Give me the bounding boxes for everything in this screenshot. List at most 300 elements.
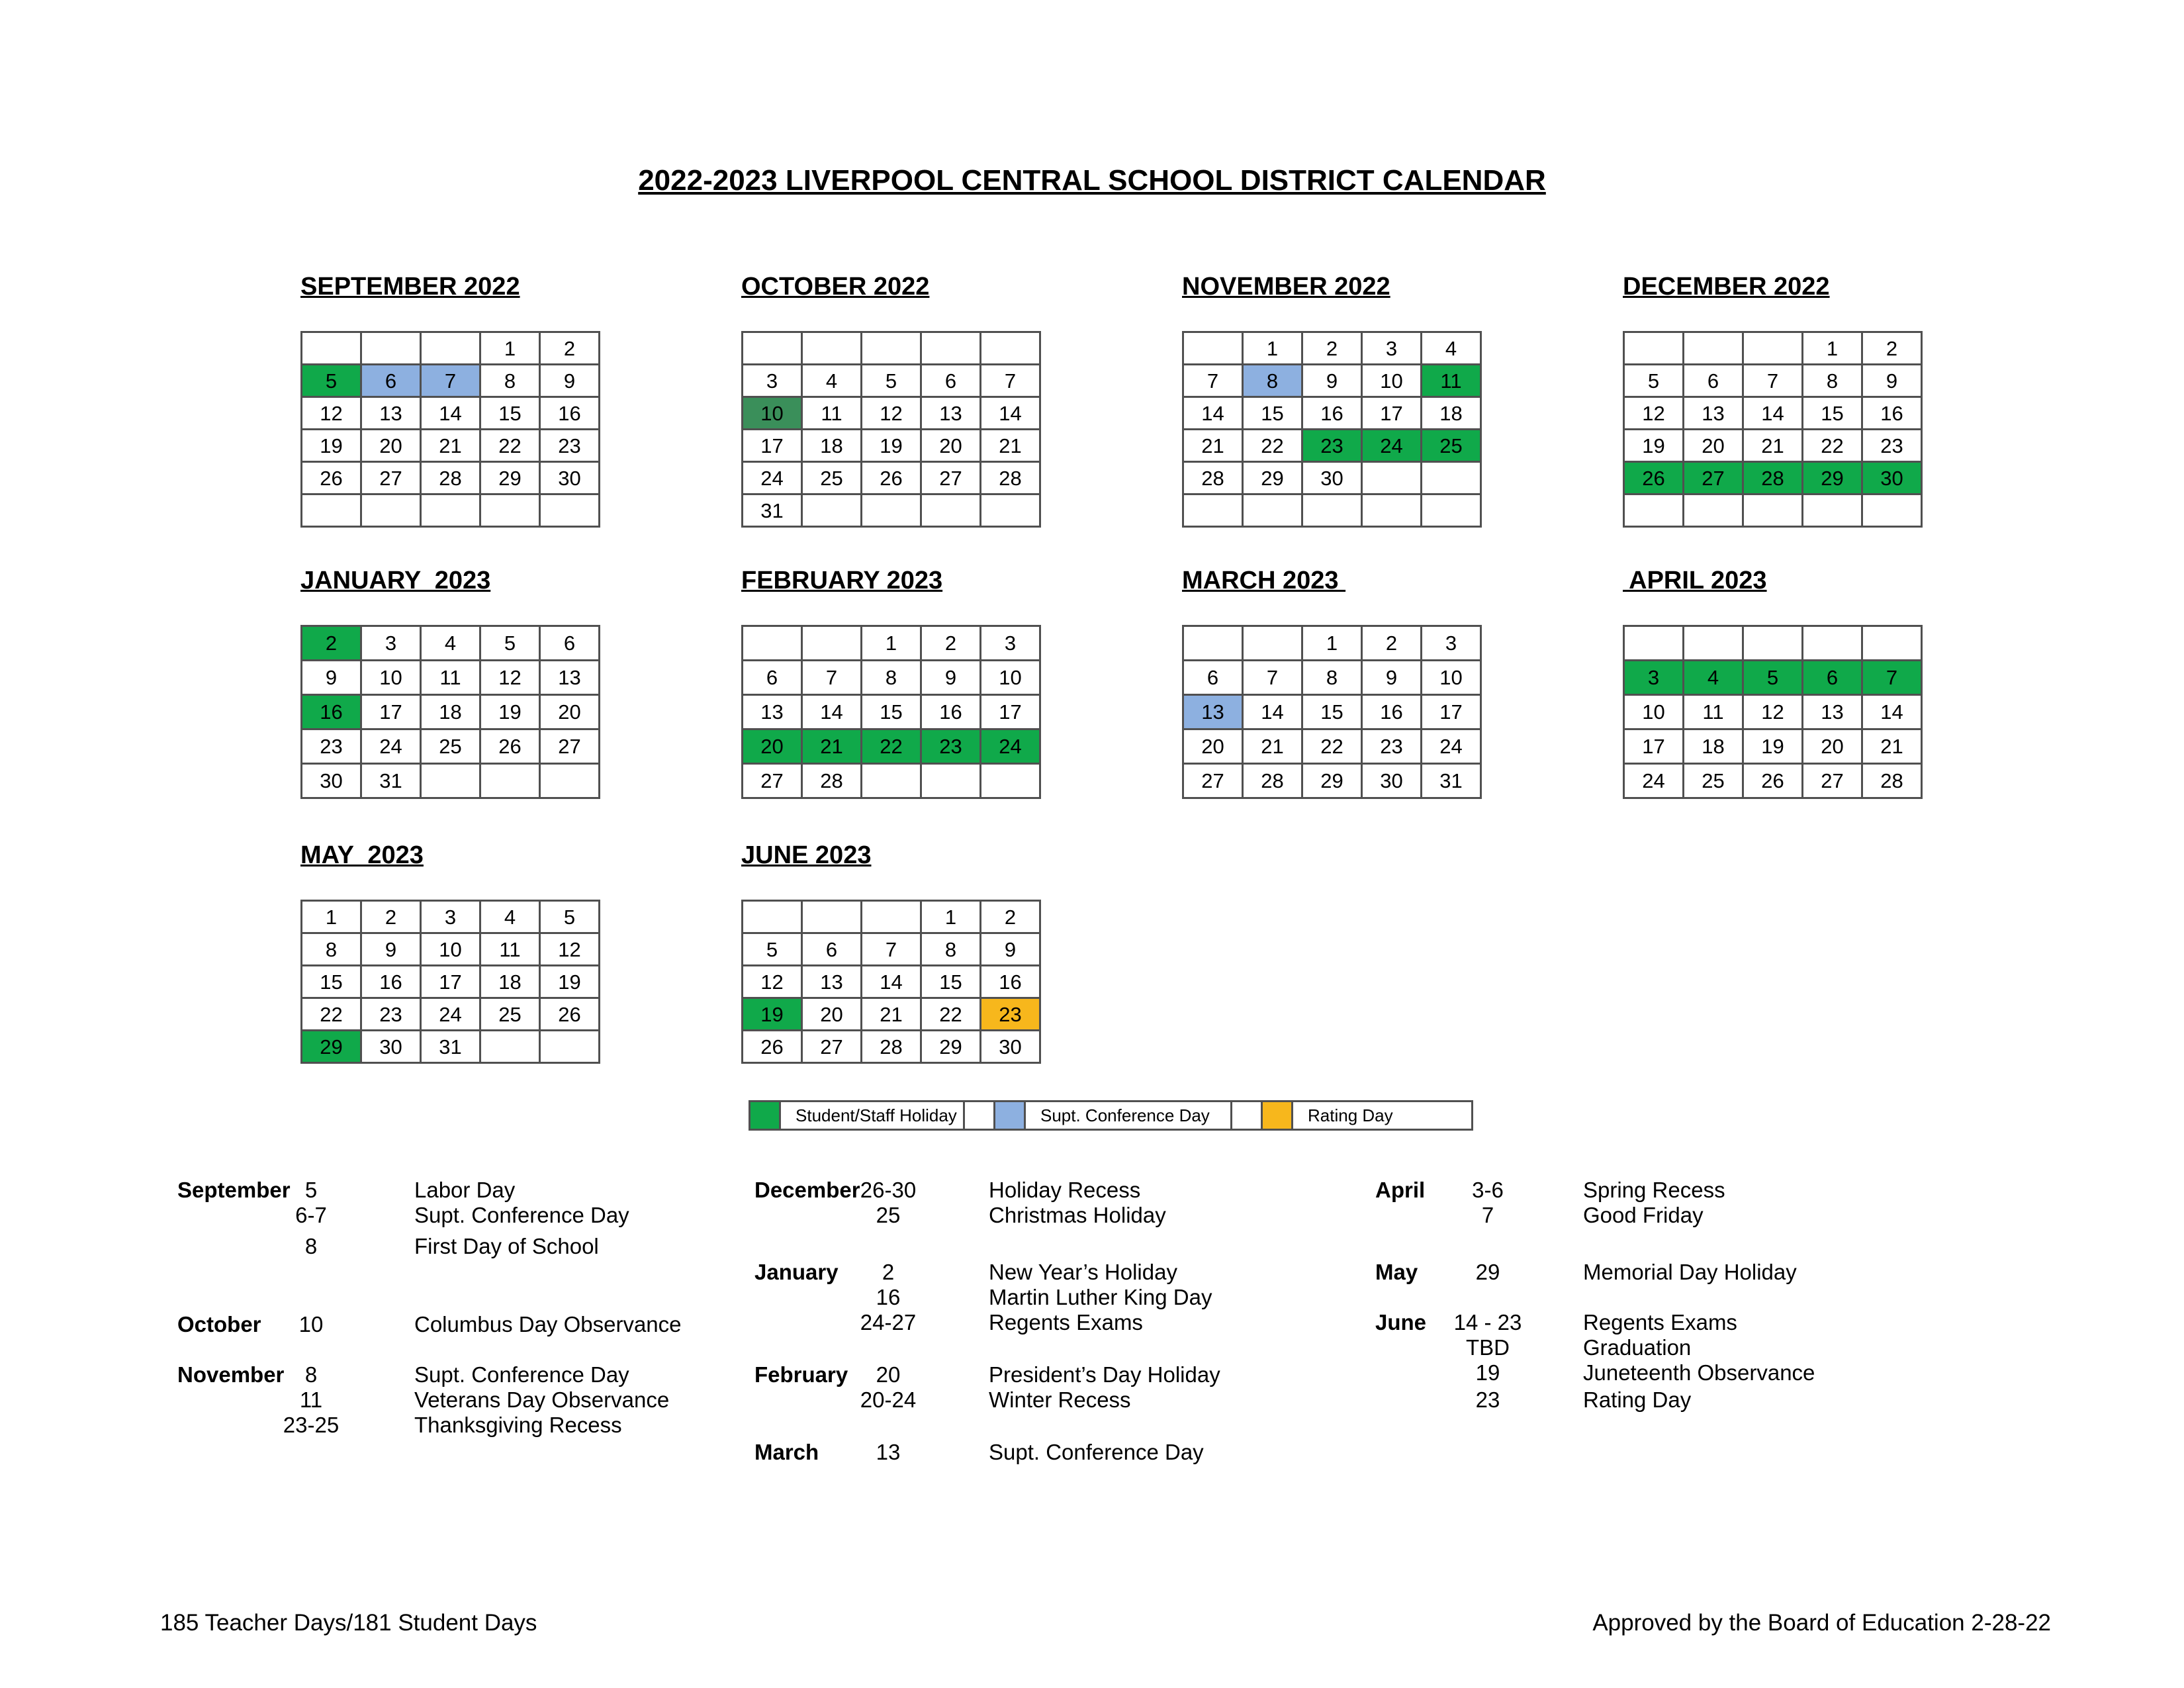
day-cell: 30 — [302, 764, 361, 798]
day-cell: 9 — [1302, 365, 1362, 397]
day-cell — [1743, 626, 1803, 661]
day-cell: 6 — [1684, 365, 1743, 397]
day-cell: 7 — [981, 365, 1040, 397]
day-cell: 10 — [1422, 661, 1481, 695]
legend-holiday-label: Student/Staff Holiday — [781, 1102, 965, 1129]
day-cell: 17 — [361, 695, 421, 729]
event-name: New Year’s Holiday — [989, 1260, 1177, 1284]
day-cell: 20 — [802, 998, 862, 1031]
day-cell: 31 — [361, 764, 421, 798]
day-cell: 22 — [862, 729, 921, 764]
day-cell: 8 — [1243, 365, 1302, 397]
day-cell: 16 — [361, 966, 421, 998]
event-date: 20-24 — [860, 1387, 917, 1412]
day-cell — [421, 764, 480, 798]
day-cell — [1302, 494, 1362, 527]
day-cell: 27 — [921, 462, 981, 494]
day-cell — [862, 901, 921, 933]
day-cell: 8 — [921, 933, 981, 966]
day-cell: 4 — [802, 365, 862, 397]
day-cell: 1 — [1803, 332, 1862, 365]
day-cell: 13 — [1684, 397, 1743, 430]
day-cell: 1 — [302, 901, 361, 933]
event-name: First Day of School — [414, 1234, 599, 1258]
day-cell: 9 — [302, 661, 361, 695]
footer-approval: Approved by the Board of Education 2-28-22 — [1592, 1610, 2051, 1636]
day-cell: 13 — [802, 966, 862, 998]
day-cell: 29 — [480, 462, 540, 494]
day-cell: 15 — [480, 397, 540, 430]
day-cell: 9 — [1362, 661, 1422, 695]
event-date: 23 — [1475, 1387, 1500, 1412]
event-name: Supt. Conference Day — [989, 1440, 1204, 1464]
day-cell: 15 — [1243, 397, 1302, 430]
day-cell: 13 — [540, 661, 600, 695]
month-grid — [1182, 331, 1482, 528]
day-cell: 19 — [302, 430, 361, 462]
event-date: 3-6 — [1472, 1178, 1504, 1202]
day-cell — [743, 901, 802, 933]
day-cell: 2 — [1302, 332, 1362, 365]
day-cell: 7 — [1743, 365, 1803, 397]
day-cell: 7 — [862, 933, 921, 966]
day-cell: 15 — [302, 966, 361, 998]
day-cell: 22 — [302, 998, 361, 1031]
day-cell — [1803, 626, 1862, 661]
day-cell: 29 — [1302, 764, 1362, 798]
day-cell: 29 — [921, 1031, 981, 1063]
month-title: OCTOBER 2022 — [741, 273, 930, 301]
event-month: December — [754, 1178, 860, 1202]
day-cell: 17 — [743, 430, 802, 462]
day-cell — [1183, 626, 1243, 661]
day-cell: 15 — [1803, 397, 1862, 430]
legend — [749, 1100, 1473, 1131]
day-cell: 5 — [540, 901, 600, 933]
day-cell: 20 — [743, 729, 802, 764]
day-cell — [1743, 332, 1803, 365]
month-title: MAY 2023 — [300, 841, 424, 869]
event-date: 26-30 — [860, 1178, 917, 1202]
event-date: 10 — [298, 1312, 324, 1336]
day-cell: 16 — [1862, 397, 1922, 430]
month-grid — [741, 331, 1041, 528]
day-cell: 3 — [981, 626, 1040, 661]
day-cell: 2 — [1362, 626, 1422, 661]
day-cell: 24 — [1362, 430, 1422, 462]
day-cell: 9 — [540, 365, 600, 397]
day-cell: 30 — [1302, 462, 1362, 494]
day-cell: 8 — [480, 365, 540, 397]
day-cell: 9 — [981, 933, 1040, 966]
day-cell: 25 — [1422, 430, 1481, 462]
event-name: Memorial Day Holiday — [1583, 1260, 1797, 1284]
day-cell — [1743, 494, 1803, 527]
day-cell: 6 — [1803, 661, 1862, 695]
day-cell: 28 — [1743, 462, 1803, 494]
day-cell: 5 — [862, 365, 921, 397]
day-cell — [1684, 332, 1743, 365]
day-cell: 13 — [743, 695, 802, 729]
event-date: 29 — [1475, 1260, 1500, 1284]
day-cell — [981, 494, 1040, 527]
day-cell: 7 — [1183, 365, 1243, 397]
day-cell — [1684, 494, 1743, 527]
day-cell — [921, 332, 981, 365]
day-cell — [1422, 462, 1481, 494]
footer-days-count: 185 Teacher Days/181 Student Days — [160, 1610, 537, 1636]
day-cell: 17 — [421, 966, 480, 998]
day-cell: 14 — [1743, 397, 1803, 430]
day-cell — [480, 1031, 540, 1063]
day-cell: 10 — [1624, 695, 1684, 729]
event-name: Good Friday — [1583, 1203, 1704, 1227]
day-cell: 14 — [1243, 695, 1302, 729]
event-month: January — [754, 1260, 839, 1284]
day-cell: 24 — [361, 729, 421, 764]
event-name: Juneteenth Observance — [1583, 1360, 1815, 1385]
day-cell: 24 — [743, 462, 802, 494]
event-date: 20 — [876, 1362, 901, 1387]
day-cell: 27 — [1183, 764, 1243, 798]
day-cell: 20 — [921, 430, 981, 462]
day-cell: 21 — [981, 430, 1040, 462]
day-cell: 9 — [1862, 365, 1922, 397]
day-cell: 28 — [802, 764, 862, 798]
day-cell: 27 — [743, 764, 802, 798]
day-cell — [802, 626, 862, 661]
month-title: JUNE 2023 — [741, 841, 872, 869]
day-cell: 17 — [1624, 729, 1684, 764]
event-name: Christmas Holiday — [989, 1203, 1166, 1227]
day-cell — [540, 764, 600, 798]
event-name: Regents Exams — [989, 1310, 1143, 1335]
legend-holiday-swatch — [751, 1102, 781, 1129]
day-cell — [981, 332, 1040, 365]
month-grid — [300, 331, 600, 528]
day-cell: 28 — [1243, 764, 1302, 798]
event-month: September — [177, 1178, 291, 1202]
day-cell: 16 — [540, 397, 600, 430]
day-cell: 10 — [743, 397, 802, 430]
day-cell: 10 — [981, 661, 1040, 695]
event-month: March — [754, 1440, 819, 1464]
day-cell — [862, 494, 921, 527]
day-cell: 4 — [480, 901, 540, 933]
legend-rating-swatch — [1263, 1102, 1293, 1129]
day-cell: 24 — [1624, 764, 1684, 798]
day-cell: 17 — [1362, 397, 1422, 430]
day-cell: 3 — [1624, 661, 1684, 695]
day-cell: 16 — [1302, 397, 1362, 430]
day-cell — [540, 494, 600, 527]
month-grid — [300, 900, 600, 1064]
day-cell: 12 — [540, 933, 600, 966]
month-grid — [1623, 625, 1923, 799]
day-cell: 8 — [862, 661, 921, 695]
day-cell: 25 — [1684, 764, 1743, 798]
event-date: 23-25 — [283, 1413, 340, 1437]
day-cell: 10 — [361, 661, 421, 695]
day-cell: 27 — [1803, 764, 1862, 798]
legend-conference-swatch — [995, 1102, 1026, 1129]
day-cell: 6 — [540, 626, 600, 661]
day-cell: 11 — [480, 933, 540, 966]
day-cell: 21 — [1743, 430, 1803, 462]
day-cell — [1243, 494, 1302, 527]
legend-conference-label: Supt. Conference Day — [1026, 1102, 1232, 1129]
day-cell: 8 — [1302, 661, 1362, 695]
day-cell: 7 — [802, 661, 862, 695]
day-cell: 25 — [421, 729, 480, 764]
day-cell: 13 — [1803, 695, 1862, 729]
day-cell: 30 — [1362, 764, 1422, 798]
day-cell: 4 — [421, 626, 480, 661]
day-cell: 18 — [1422, 397, 1481, 430]
day-cell: 10 — [421, 933, 480, 966]
month-grid — [1623, 331, 1923, 528]
day-cell — [1243, 626, 1302, 661]
event-date: 8 — [304, 1234, 318, 1258]
day-cell: 25 — [480, 998, 540, 1031]
event-name: Columbus Day Observance — [414, 1312, 682, 1336]
month-grid — [741, 900, 1041, 1064]
day-cell: 11 — [802, 397, 862, 430]
day-cell: 4 — [1422, 332, 1481, 365]
day-cell: 13 — [1183, 695, 1243, 729]
day-cell: 12 — [302, 397, 361, 430]
event-date: 8 — [304, 1362, 318, 1387]
day-cell: 27 — [540, 729, 600, 764]
day-cell: 24 — [421, 998, 480, 1031]
day-cell: 14 — [1183, 397, 1243, 430]
event-month: June — [1375, 1310, 1427, 1335]
day-cell: 2 — [981, 901, 1040, 933]
day-cell: 20 — [361, 430, 421, 462]
day-cell: 17 — [1422, 695, 1481, 729]
event-date: 5 — [304, 1178, 318, 1202]
day-cell: 3 — [1362, 332, 1422, 365]
day-cell: 26 — [862, 462, 921, 494]
day-cell: 21 — [1243, 729, 1302, 764]
day-cell: 25 — [802, 462, 862, 494]
day-cell: 12 — [1624, 397, 1684, 430]
day-cell: 23 — [361, 998, 421, 1031]
day-cell: 5 — [480, 626, 540, 661]
day-cell — [1684, 626, 1743, 661]
day-cell: 19 — [480, 695, 540, 729]
day-cell: 18 — [1684, 729, 1743, 764]
day-cell: 14 — [421, 397, 480, 430]
day-cell: 1 — [1243, 332, 1302, 365]
day-cell: 23 — [1862, 430, 1922, 462]
day-cell — [302, 494, 361, 527]
day-cell: 29 — [1803, 462, 1862, 494]
day-cell: 15 — [862, 695, 921, 729]
day-cell — [421, 332, 480, 365]
day-cell: 12 — [743, 966, 802, 998]
month-title: NOVEMBER 2022 — [1182, 273, 1390, 301]
day-cell — [421, 494, 480, 527]
day-cell: 19 — [1624, 430, 1684, 462]
day-cell: 6 — [921, 365, 981, 397]
day-cell: 23 — [981, 998, 1040, 1031]
day-cell: 2 — [1862, 332, 1922, 365]
day-cell: 16 — [921, 695, 981, 729]
day-cell: 14 — [1862, 695, 1922, 729]
day-cell: 20 — [1183, 729, 1243, 764]
day-cell — [1362, 494, 1422, 527]
day-cell: 11 — [1422, 365, 1481, 397]
event-name: Supt. Conference Day — [414, 1203, 629, 1227]
day-cell — [1624, 626, 1684, 661]
day-cell: 13 — [361, 397, 421, 430]
day-cell — [862, 332, 921, 365]
day-cell: 22 — [480, 430, 540, 462]
event-name: Thanksgiving Recess — [414, 1413, 622, 1437]
legend-spacer — [1232, 1102, 1263, 1129]
day-cell: 21 — [802, 729, 862, 764]
month-title: JANUARY 2023 — [300, 567, 491, 594]
day-cell: 30 — [1862, 462, 1922, 494]
event-name: Rating Day — [1583, 1387, 1692, 1412]
day-cell: 13 — [921, 397, 981, 430]
event-date: 25 — [876, 1203, 901, 1227]
day-cell — [1183, 494, 1243, 527]
day-cell: 19 — [743, 998, 802, 1031]
day-cell — [802, 901, 862, 933]
day-cell: 11 — [1684, 695, 1743, 729]
day-cell: 18 — [421, 695, 480, 729]
day-cell: 26 — [1624, 462, 1684, 494]
day-cell: 27 — [802, 1031, 862, 1063]
day-cell: 21 — [1862, 729, 1922, 764]
day-cell — [743, 332, 802, 365]
day-cell: 1 — [862, 626, 921, 661]
event-name: Winter Recess — [989, 1387, 1131, 1412]
legend-rating-label: Rating Day — [1308, 1105, 1393, 1125]
day-cell: 3 — [743, 365, 802, 397]
day-cell: 29 — [1243, 462, 1302, 494]
day-cell — [862, 764, 921, 798]
day-cell: 21 — [1183, 430, 1243, 462]
day-cell: 2 — [361, 901, 421, 933]
event-month: February — [754, 1362, 848, 1387]
day-cell: 10 — [1362, 365, 1422, 397]
day-cell: 14 — [802, 695, 862, 729]
event-name: Spring Recess — [1583, 1178, 1725, 1202]
day-cell — [480, 764, 540, 798]
event-date: 16 — [876, 1285, 901, 1309]
day-cell: 30 — [981, 1031, 1040, 1063]
day-cell — [1862, 626, 1922, 661]
month-title: FEBRUARY 2023 — [741, 567, 943, 594]
day-cell: 3 — [421, 901, 480, 933]
day-cell: 9 — [921, 661, 981, 695]
day-cell: 1 — [1302, 626, 1362, 661]
day-cell: 22 — [921, 998, 981, 1031]
day-cell: 24 — [1422, 729, 1481, 764]
day-cell: 7 — [1243, 661, 1302, 695]
day-cell: 23 — [1362, 729, 1422, 764]
day-cell: 5 — [1743, 661, 1803, 695]
day-cell: 8 — [302, 933, 361, 966]
day-cell: 31 — [1422, 764, 1481, 798]
day-cell: 3 — [1422, 626, 1481, 661]
day-cell: 2 — [921, 626, 981, 661]
day-cell: 31 — [421, 1031, 480, 1063]
day-cell: 20 — [1803, 729, 1862, 764]
day-cell — [921, 494, 981, 527]
event-date: 2 — [882, 1260, 895, 1284]
day-cell: 29 — [302, 1031, 361, 1063]
day-cell — [1624, 494, 1684, 527]
day-cell: 26 — [302, 462, 361, 494]
event-date: 14 - 23 — [1453, 1310, 1522, 1335]
day-cell: 23 — [1302, 430, 1362, 462]
day-cell: 24 — [981, 729, 1040, 764]
day-cell: 14 — [862, 966, 921, 998]
event-name: Regents Exams — [1583, 1310, 1737, 1335]
day-cell: 7 — [421, 365, 480, 397]
day-cell: 1 — [480, 332, 540, 365]
day-cell — [361, 494, 421, 527]
day-cell — [802, 332, 862, 365]
day-cell: 1 — [921, 901, 981, 933]
event-name: President’s Day Holiday — [989, 1362, 1220, 1387]
day-cell: 6 — [361, 365, 421, 397]
day-cell: 12 — [1743, 695, 1803, 729]
day-cell: 22 — [1302, 729, 1362, 764]
day-cell: 21 — [421, 430, 480, 462]
day-cell: 7 — [1862, 661, 1922, 695]
event-date: 19 — [1475, 1360, 1500, 1385]
day-cell — [743, 626, 802, 661]
day-cell: 30 — [540, 462, 600, 494]
day-cell: 8 — [1803, 365, 1862, 397]
day-cell: 15 — [921, 966, 981, 998]
day-cell: 11 — [421, 661, 480, 695]
day-cell: 5 — [302, 365, 361, 397]
page-title: 2022-2023 LIVERPOOL CENTRAL SCHOOL DISTRICT CALENDAR — [638, 164, 1546, 197]
day-cell: 28 — [862, 1031, 921, 1063]
day-cell: 28 — [421, 462, 480, 494]
day-cell: 26 — [743, 1031, 802, 1063]
day-cell: 6 — [743, 661, 802, 695]
day-cell: 6 — [802, 933, 862, 966]
event-date: 7 — [1481, 1203, 1494, 1227]
event-date: 24-27 — [860, 1310, 917, 1335]
month-title: MARCH 2023 — [1182, 567, 1346, 594]
day-cell — [1862, 494, 1922, 527]
event-month: May — [1375, 1260, 1418, 1284]
day-cell: 14 — [981, 397, 1040, 430]
day-cell: 27 — [1684, 462, 1743, 494]
day-cell: 23 — [540, 430, 600, 462]
day-cell: 5 — [1624, 365, 1684, 397]
day-cell — [302, 332, 361, 365]
day-cell: 20 — [540, 695, 600, 729]
month-title: SEPTEMBER 2022 — [300, 273, 520, 301]
day-cell: 12 — [862, 397, 921, 430]
day-cell — [1624, 332, 1684, 365]
day-cell: 19 — [862, 430, 921, 462]
event-name: Veterans Day Observance — [414, 1387, 670, 1412]
day-cell: 19 — [540, 966, 600, 998]
day-cell — [480, 494, 540, 527]
day-cell: 20 — [1684, 430, 1743, 462]
event-name: Labor Day — [414, 1178, 516, 1202]
